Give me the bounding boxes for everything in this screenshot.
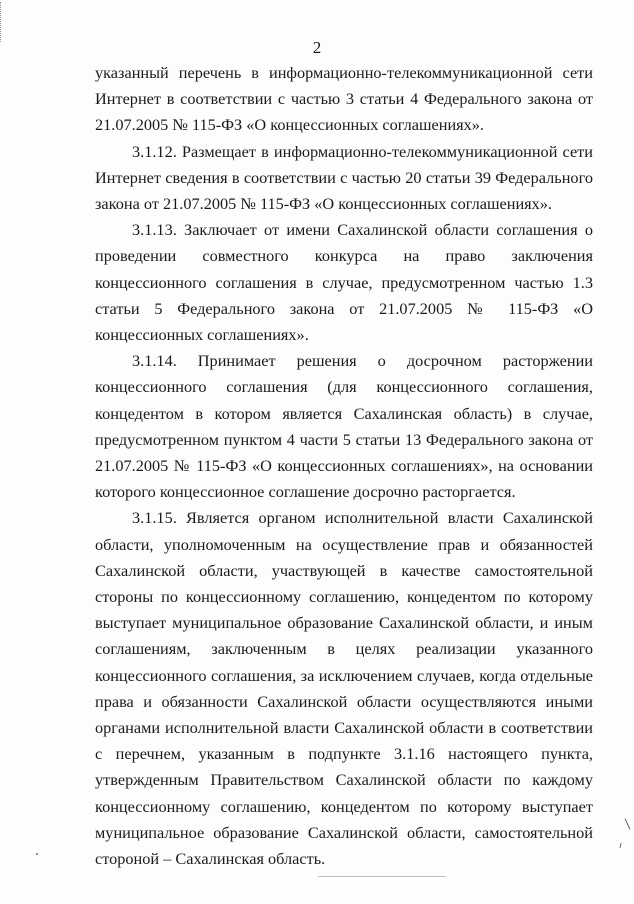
paragraph-3-1-12: 3.1.12. Размещает в информационно-телекоммуникационной сети Интернет сведения в соответствии с частью 20 статьи 39 Федерального закона от 21.07.2005 № 115-ФЗ «О концессионных соглашениях». <box>95 141 593 214</box>
scan-speck <box>36 853 38 855</box>
scan-edge-marks <box>0 2 4 42</box>
scan-speck <box>625 818 631 829</box>
scan-bottom-line <box>318 876 446 877</box>
paragraph-3-1-13: 3.1.13. Заключает от имени Сахалинской области соглашения о проведении совместного конкурса на право заключения концессионного соглашения в случае, предусмотренном частью 1.3 статьи 5 Федерального закона от 21.07.2005 № 115-ФЗ «О концессионных соглашениях». <box>95 220 593 345</box>
paragraph-continuation: указанный перечень в информационно-телекоммуникационной сети Интернет в соответствии с частью 3 статьи 4 Федерального закона от 21.07.2005 № 115-ФЗ «О концессионных соглашениях». <box>95 63 593 135</box>
document-body <box>95 60 593 872</box>
paragraph-3-1-14: 3.1.14. Принимает решения о досрочном расторжении концессионного соглашения (для концессионного соглашения, концедентом в котором является Сахалинская область) в случае, предусмотренном пунктом 4 части 5 статьи 13 Федерального закона от 21.07.2005 № 115-ФЗ «О концессионных соглашениях», на основании которого концессионное соглашение досрочно расторгается. <box>95 351 593 502</box>
paragraph-3-1-15: 3.1.15. Является органом исполнительной власти Сахалинской области, уполномоченным на осуществление прав и обязанностей Сахалинской области, участвующей в качестве самостоятельной стороны по концессионному соглашению, концедентом по которому выступает муниципальное образование Сахалинской области, и иным соглашениям, заключенным в целях реализации указанного концессионного соглашения, за исключением случаев, когда отдельные права и обязанности Сахалинской области осуществляются иными органами исполнительной власти Сахалинской области в соответствии с перечнем, указанным в подпункте 3.1.16 настоящего пункта, утвержденным Правительством Сахалинской области по каждому концессионному соглашению, концедентом по которому выступает муниципальное образование Сахалинской области, самостоятельной стороной – Сахалинская область. <box>95 508 593 869</box>
page-number: 2 <box>312 38 322 57</box>
scan-speck <box>619 843 621 848</box>
